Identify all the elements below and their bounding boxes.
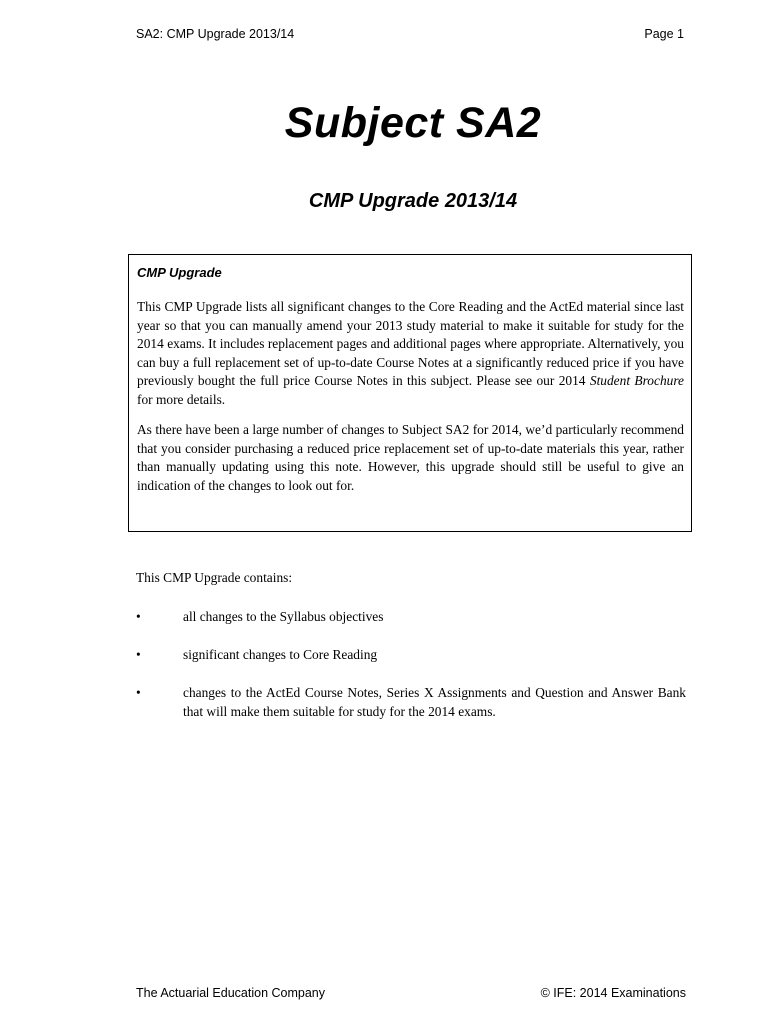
bullet-item-text: all changes to the Syllabus objectives [183, 609, 384, 624]
notice-paragraph-1-text-a: This CMP Upgrade lists all significant changes to the Core Reading and the ActEd material since last year so that you can manually amend your 2013 study material to make it suitable for study for the 2014 exams. It includes replacement pages and additional pages where appropriate. Alternatively, you can buy a full replacement set of up-to-date Course Notes at a significantly reduced price if you have previously bought the full price Course Notes in this subject. Please see our 2014 [137, 299, 684, 388]
bullet-icon: • [136, 609, 141, 624]
contents-bullet-list [136, 607, 686, 740]
bullet-icon: • [136, 647, 141, 662]
header-page-number: Page 1 [644, 27, 684, 41]
contents-intro: This CMP Upgrade contains: [136, 570, 293, 585]
bullet-item-text: changes to the ActEd Course Notes, Series X Assignments and Question and Answer Bank that will make them suitable for study for the 2014 exams. [183, 685, 686, 719]
bullet-item [136, 683, 686, 721]
notice-paragraph-1-text-b: for more details. [137, 391, 226, 407]
page-title: Subject SA2 [284, 99, 542, 147]
header-document-title: SA2: CMP Upgrade 2013/14 [136, 27, 295, 41]
footer-company-name: The Actuarial Education Company [136, 986, 325, 1000]
bullet-icon: • [136, 685, 141, 700]
bullet-item [136, 645, 686, 664]
cmp-upgrade-notice-box [128, 254, 692, 532]
notice-paragraph-2: As there have been a large number of changes to Subject SA2 for 2014, we’d particularly recommend that you consider purchasing a reduced price replacement set of up-to-date materials this year, rather than manually updating using this note. However, this upgrade should still be useful to give an indication of the changes to look out for. [137, 422, 684, 493]
student-brochure-reference: Student Brochure [589, 373, 684, 388]
bullet-item [136, 607, 686, 626]
notice-paragraph-1 [137, 298, 684, 409]
footer-copyright: © IFE: 2014 Examinations [540, 986, 686, 1000]
page-subtitle: CMP Upgrade 2013/14 [308, 190, 518, 212]
bullet-item-text: significant changes to Core Reading [183, 647, 378, 662]
notice-box-heading: CMP Upgrade [137, 265, 222, 280]
